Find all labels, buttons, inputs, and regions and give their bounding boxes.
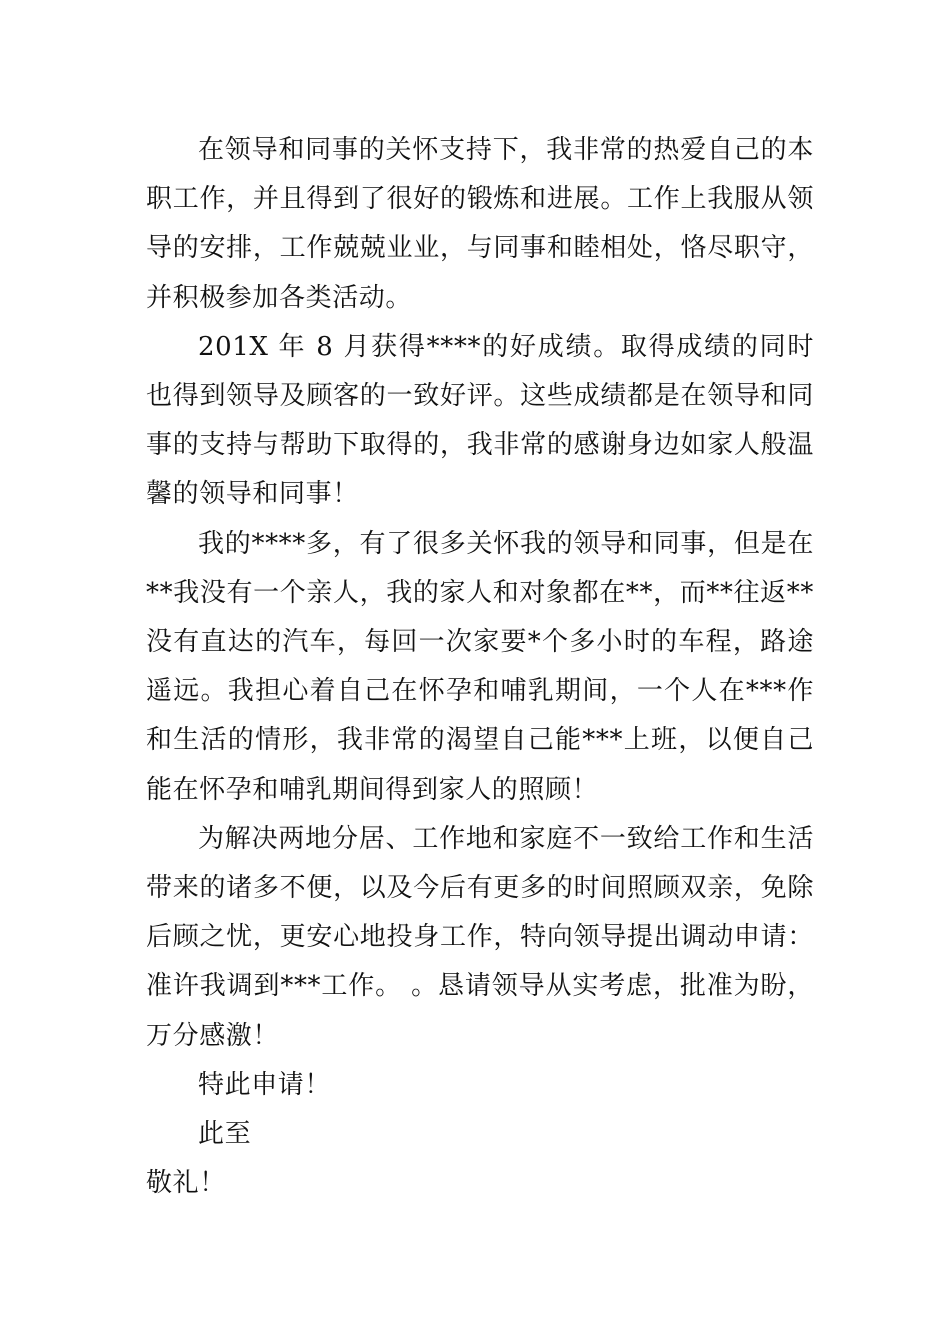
closing-request: 特此申请！ bbox=[198, 1069, 332, 1100]
letter-body bbox=[146, 126, 814, 1208]
paragraph-2: 201X 年 8 月获得****的好成绩。取得成绩的同时也得到领导及顾客的一致好评。这些成绩都是在领导和同事的支持与帮助下取得的，我非常的感谢身边如家人般温馨的领导和同事！ bbox=[146, 331, 814, 510]
paragraph-4: 为解决两地分居、工作地和家庭不一致给工作和生活带来的诸多不便，以及今后有更多的时间照顾双亲，免除后顾之忧，更安心地投身工作，特向领导提出调动申请：准许我调到***工作。 。恳请领导从实考虑，批准为盼，万分感激！ bbox=[146, 823, 814, 1051]
paragraph-3: 我的****多，有了很多关怀我的领导和同事，但是在**我没有一个亲人，我的家人和对象都在**，而**往返**没有直达的汽车，每回一次家要*个多小时的车程，路途遥远。我担心着自己在怀孕和哺乳期间，一个人在***作和生活的情形，我非常的渴望自己能***上班，以便自己能在怀孕和哺乳期间得到家人的照顾！ bbox=[146, 528, 814, 805]
closing-to: 此至 bbox=[198, 1119, 252, 1150]
paragraph-1: 在领导和同事的关怀支持下，我非常的热爱自己的本职工作，并且得到了很好的锻炼和进展。工作上我服从领导的安排，工作兢兢业业，与同事和睦相处，恪尽职守，并积极参加各类活动。 bbox=[146, 135, 814, 313]
closing-salute: 敬礼！ bbox=[146, 1168, 226, 1199]
